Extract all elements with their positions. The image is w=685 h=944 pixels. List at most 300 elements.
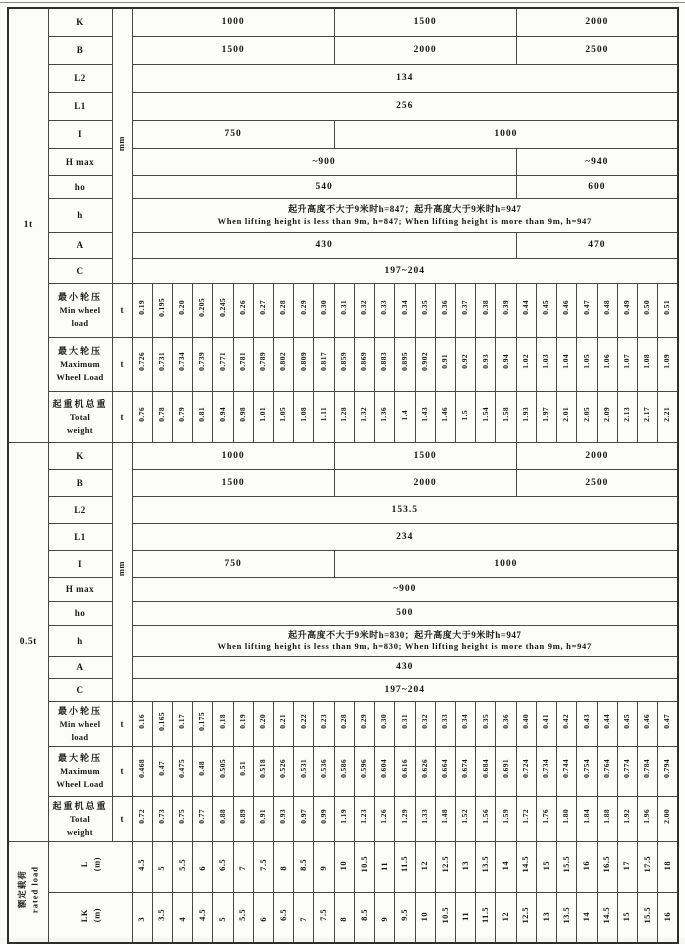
row-h-1t [8,198,678,232]
data-value: 1.32 [359,406,369,422]
data-cell [496,283,516,337]
row-min-wheel-05t [8,701,678,746]
row-span-LK [8,892,678,943]
data-cell [516,391,536,442]
data-cell [294,283,314,337]
data-cell [496,337,516,391]
data-cell [314,701,334,746]
data-value: 1.08 [642,354,652,369]
data-value: 0.33 [379,300,389,315]
data-value: 0.34 [460,713,470,729]
data-cell [597,841,617,892]
param-I: I [48,550,112,577]
data-cell [536,701,556,746]
data-cell [597,746,617,796]
value-I-1: 750 [132,120,334,148]
data-cell [456,841,476,892]
data-value: 1.96 [642,808,652,824]
data-value: 0.45 [622,713,632,729]
data-value: 6.5 [217,858,228,871]
data-value: 7.5 [257,858,268,871]
param-K: K [48,8,112,36]
data-cell [415,391,435,442]
data-value: 0.27 [258,300,268,315]
data-value: 0.518 [258,759,268,778]
param-A: A [48,656,112,678]
data-cell [597,337,617,391]
value-K-3: 2000 [516,8,678,36]
data-cell [334,701,354,746]
max-wheel-label-en1: Maximum [60,766,100,777]
data-cell [354,796,374,841]
data-cell [415,701,435,746]
data-cell [496,746,516,796]
data-value: 0.81 [197,406,207,422]
data-value: 0.809 [298,352,308,371]
param-B: B [48,36,112,64]
data-value: 0.20 [177,300,187,315]
data-cell [637,701,657,746]
data-value: 0.97 [298,808,308,824]
data-cell [536,892,556,943]
data-value: 0.245 [217,298,227,317]
data-cell [233,746,253,796]
param-Hmax: H max [48,148,112,175]
data-value: 1.48 [440,808,450,824]
data-value: 11.5 [399,855,410,872]
data-cell [193,337,213,391]
data-cell [496,796,516,841]
value-B-3: 2500 [516,36,678,64]
data-value: 1.03 [541,354,551,369]
data-cell [557,391,577,442]
data-value: 0.92 [460,354,470,369]
data-value: 13 [459,861,470,871]
row-K-1t [8,8,678,36]
row-total-weight-1t [8,391,678,442]
data-cell [637,841,657,892]
data-value: 0.19 [136,300,146,315]
data-cell [294,841,314,892]
data-value: 0.45 [541,300,551,315]
data-value: 1.88 [601,808,611,824]
unit-t: t [112,337,132,391]
data-value: 5.5 [176,858,187,871]
data-value: 11 [378,861,389,871]
data-value: 15.5 [641,906,652,923]
data-cell [193,283,213,337]
min-wheel-label-en2: load [71,318,89,329]
value-B-1: 1500 [132,469,334,496]
min-wheel-label-en1: Min wheel [59,305,101,316]
data-cell [354,283,374,337]
value-A: 430 [132,656,678,678]
data-cell [132,841,152,892]
data-cell [314,283,334,337]
data-value: 1.06 [601,354,611,369]
data-cell [476,701,496,746]
data-cell [253,892,273,943]
data-value: 0.674 [460,759,470,778]
data-cell [274,701,294,746]
data-value: 6.5 [277,909,288,922]
data-cell [193,841,213,892]
row-max-wheel-05t [8,746,678,796]
data-value: 0.20 [258,713,268,729]
data-cell [253,841,273,892]
data-value: 15 [540,861,551,871]
data-cell [516,841,536,892]
data-value: 0.536 [318,759,328,778]
data-cell [132,391,152,442]
row-max-wheel-1t [8,337,678,391]
data-value: 1.29 [399,808,409,824]
data-value: 3.5 [156,909,167,922]
data-cell [597,796,617,841]
value-B-2: 2000 [334,469,516,496]
data-value: 0.44 [601,713,611,729]
data-cell [597,391,617,442]
param-K: K [48,442,112,469]
data-cell [213,391,233,442]
data-cell [132,892,152,943]
data-cell [617,391,637,442]
total-weight-label-en1: Total [69,411,91,422]
param-A: A [48,232,112,258]
data-cell [354,391,374,442]
data-value: 8 [277,865,288,871]
data-cell [334,796,354,841]
data-value: 12 [419,861,430,871]
data-value: 0.77 [197,808,207,824]
data-cell [536,391,556,442]
data-value: 5.5 [237,909,248,922]
total-weight-label-cn: 起重机总重 [52,800,108,811]
data-value: 13.5 [479,855,490,873]
data-cell [172,337,192,391]
data-cell [375,283,395,337]
data-value: 1.76 [541,808,551,824]
value-Hmax-1: ~900 [132,148,516,175]
data-cell [516,701,536,746]
data-value: 0.586 [338,759,348,778]
data-cell [415,841,435,892]
data-cell [152,283,172,337]
max-wheel-label-en1: Maximum [60,359,100,370]
data-value: 0.195 [157,298,167,317]
data-value: 2.21 [662,406,672,422]
page-top-rule [0,2,685,3]
data-cell [476,337,496,391]
data-value: 0.31 [399,713,409,729]
data-value: 0.505 [217,759,227,778]
data-cell [375,701,395,746]
min-wheel-label-cn: 最小轮压 [57,292,102,303]
data-value: 0.91 [440,354,450,369]
data-value: 8 [338,916,349,922]
data-cell [617,892,637,943]
data-cell [415,337,435,391]
row-span-L [8,841,678,892]
data-value: 1.04 [561,354,571,369]
data-cell [658,337,678,391]
data-cell [456,283,476,337]
data-value: 0.31 [338,300,348,315]
data-value: 0.18 [217,713,227,729]
data-cell [274,283,294,337]
data-cell [233,391,253,442]
data-cell [617,746,637,796]
data-cell [658,701,678,746]
data-value: 15.5 [560,855,571,873]
LK-label-unit: (m) [91,907,101,922]
data-value: 8.5 [297,858,308,871]
data-cell [557,283,577,337]
data-value: 0.26 [237,300,247,315]
data-value: 0.30 [318,300,328,315]
data-value: 1.93 [520,406,530,422]
data-value: 1.46 [440,406,450,422]
data-cell [496,892,516,943]
value-B-1: 1500 [132,36,334,64]
lifting-height-note-05t [132,625,678,656]
data-value: 13.5 [560,906,571,923]
data-value: 1.59 [500,808,510,824]
data-cell [435,337,455,391]
data-value: 2.17 [642,406,652,422]
data-value: 0.32 [359,300,369,315]
data-cell [395,337,415,391]
unit-t: t [112,283,132,337]
data-cell [516,796,536,841]
data-value: 5 [217,916,228,922]
data-value: 0.724 [520,759,530,778]
param-I: I [48,120,112,148]
data-value: 0.51 [237,761,247,776]
data-cell [637,746,657,796]
data-value: 9.5 [399,909,410,922]
lifting-height-note-1t [132,198,678,232]
data-value: 0.39 [500,300,510,315]
data-cell [152,796,172,841]
row-A-1t [8,232,678,258]
data-value: 1.33 [419,808,429,824]
data-value: 7.5 [318,909,329,922]
data-value: 0.93 [278,808,288,824]
data-cell [152,892,172,943]
data-value: 0.531 [298,759,308,778]
data-cell [193,701,213,746]
data-value: 11.5 [479,906,490,923]
data-value: 8.5 [358,909,369,922]
data-cell [536,283,556,337]
data-cell [354,746,374,796]
data-value: 0.744 [561,759,571,778]
data-cell [132,746,152,796]
data-cell [536,796,556,841]
param-L1: L1 [48,523,112,550]
data-value: 12.5 [439,855,450,873]
data-cell [395,841,415,892]
data-value: 2.13 [622,406,632,422]
data-cell [274,841,294,892]
data-cell [213,892,233,943]
note-cn: 起升高度不大于9米时h=847；起升高度大于9米时h=947 [288,204,522,215]
data-value: 0.475 [177,759,187,778]
data-value: 0.88 [217,808,227,824]
data-cell [172,701,192,746]
crane-spec-table [7,7,679,944]
data-value: 0.35 [419,300,429,315]
data-value: 6 [196,865,207,871]
data-cell [577,796,597,841]
data-cell [476,796,496,841]
param-ho: ho [48,601,112,625]
data-value: 0.48 [197,761,207,776]
data-value: 0.75 [177,808,187,824]
data-value: 0.771 [217,352,227,371]
data-cell [172,796,192,841]
data-value: 0.46 [642,713,652,729]
data-value: 0.78 [157,406,167,422]
section-label-1t: 1t [8,8,48,442]
row-label-total-weight [48,391,112,442]
data-cell [354,892,374,943]
row-K-05t [8,442,678,469]
row-label-min-wheel [48,701,112,746]
data-value: 1.02 [520,354,530,369]
value-I-2: 1000 [334,550,678,577]
data-value: 2.00 [662,808,672,824]
data-value: 0.50 [642,300,652,315]
value-ho: 500 [132,601,678,625]
unit-t: t [112,796,132,841]
data-value: 16 [661,911,672,922]
data-cell [496,841,516,892]
value-L2: 134 [132,64,678,92]
data-value: 0.526 [278,759,288,778]
data-value: 0.802 [278,352,288,371]
L-label [78,857,103,871]
data-cell [557,841,577,892]
row-L1-1t [8,92,678,120]
data-value: 14.5 [601,906,612,923]
data-cell [213,283,233,337]
data-cell [314,841,334,892]
data-value: 0.42 [561,713,571,729]
param-L1: L1 [48,92,112,120]
data-value: 0.38 [480,300,490,315]
data-cell [395,746,415,796]
data-cell [314,746,334,796]
data-cell [375,391,395,442]
value-K-2: 1500 [334,8,516,36]
data-cell [193,796,213,841]
data-value: 0.43 [581,713,591,729]
data-value: 6 [257,916,268,922]
data-cell [274,892,294,943]
min-wheel-label-cn: 最小轮压 [57,705,102,716]
data-value: 4 [176,916,187,922]
data-cell [354,841,374,892]
data-cell [456,796,476,841]
param-C: C [48,258,112,283]
data-cell [395,796,415,841]
data-value: 10 [338,861,349,871]
data-value: 0.49 [622,300,632,315]
data-cell [213,796,233,841]
note-cn: 起升高度不大于9米时h=830；起升高度大于9米时h=947 [288,629,522,640]
param-L2: L2 [48,64,112,92]
value-Hmax: ~900 [132,577,678,601]
total-weight-label-en2: weight [67,826,93,837]
data-value: 1.52 [460,808,470,824]
data-value: 1.05 [278,406,288,422]
data-value: 0.29 [298,300,308,315]
data-cell [233,337,253,391]
rated-load-label [16,866,41,913]
data-cell [435,746,455,796]
data-value: 0.616 [399,759,409,778]
row-label-LK [48,892,132,943]
data-value: 1.11 [318,406,328,422]
data-value: 16 [581,861,592,871]
data-cell [577,701,597,746]
data-cell [375,337,395,391]
value-I-2: 1000 [334,120,678,148]
data-value: 0.91 [258,808,268,824]
row-L1-05t [8,523,678,550]
data-value: 15 [621,911,632,922]
param-Hmax: H max [48,577,112,601]
min-wheel-label-en2: load [71,731,89,742]
data-value: 14.5 [520,855,531,873]
data-cell [395,283,415,337]
row-B-1t [8,36,678,64]
value-I-1: 750 [132,550,334,577]
data-cell [577,841,597,892]
data-value: 1.08 [298,406,308,422]
data-value: 0.604 [379,759,389,778]
data-value: 0.36 [500,713,510,729]
data-value: 0.79 [177,406,187,422]
data-cell [314,892,334,943]
data-value: 0.36 [440,300,450,315]
data-value: 4.5 [136,858,147,871]
data-value: 0.73 [157,808,167,824]
data-cell [334,283,354,337]
data-value: 0.684 [480,759,490,778]
data-cell [637,892,657,943]
data-cell [354,337,374,391]
data-cell [395,892,415,943]
data-cell [658,391,678,442]
data-cell [375,796,395,841]
data-cell [658,746,678,796]
data-cell [536,746,556,796]
data-value: 1.43 [419,406,429,422]
value-C: 197~204 [132,258,678,283]
data-cell [172,841,192,892]
data-value: 0.789 [258,352,268,371]
data-cell [132,796,152,841]
value-A-1: 430 [132,232,516,258]
data-cell [193,746,213,796]
data-cell [132,337,152,391]
data-cell [516,746,536,796]
data-cell [557,796,577,841]
data-value: 0.51 [662,300,672,315]
